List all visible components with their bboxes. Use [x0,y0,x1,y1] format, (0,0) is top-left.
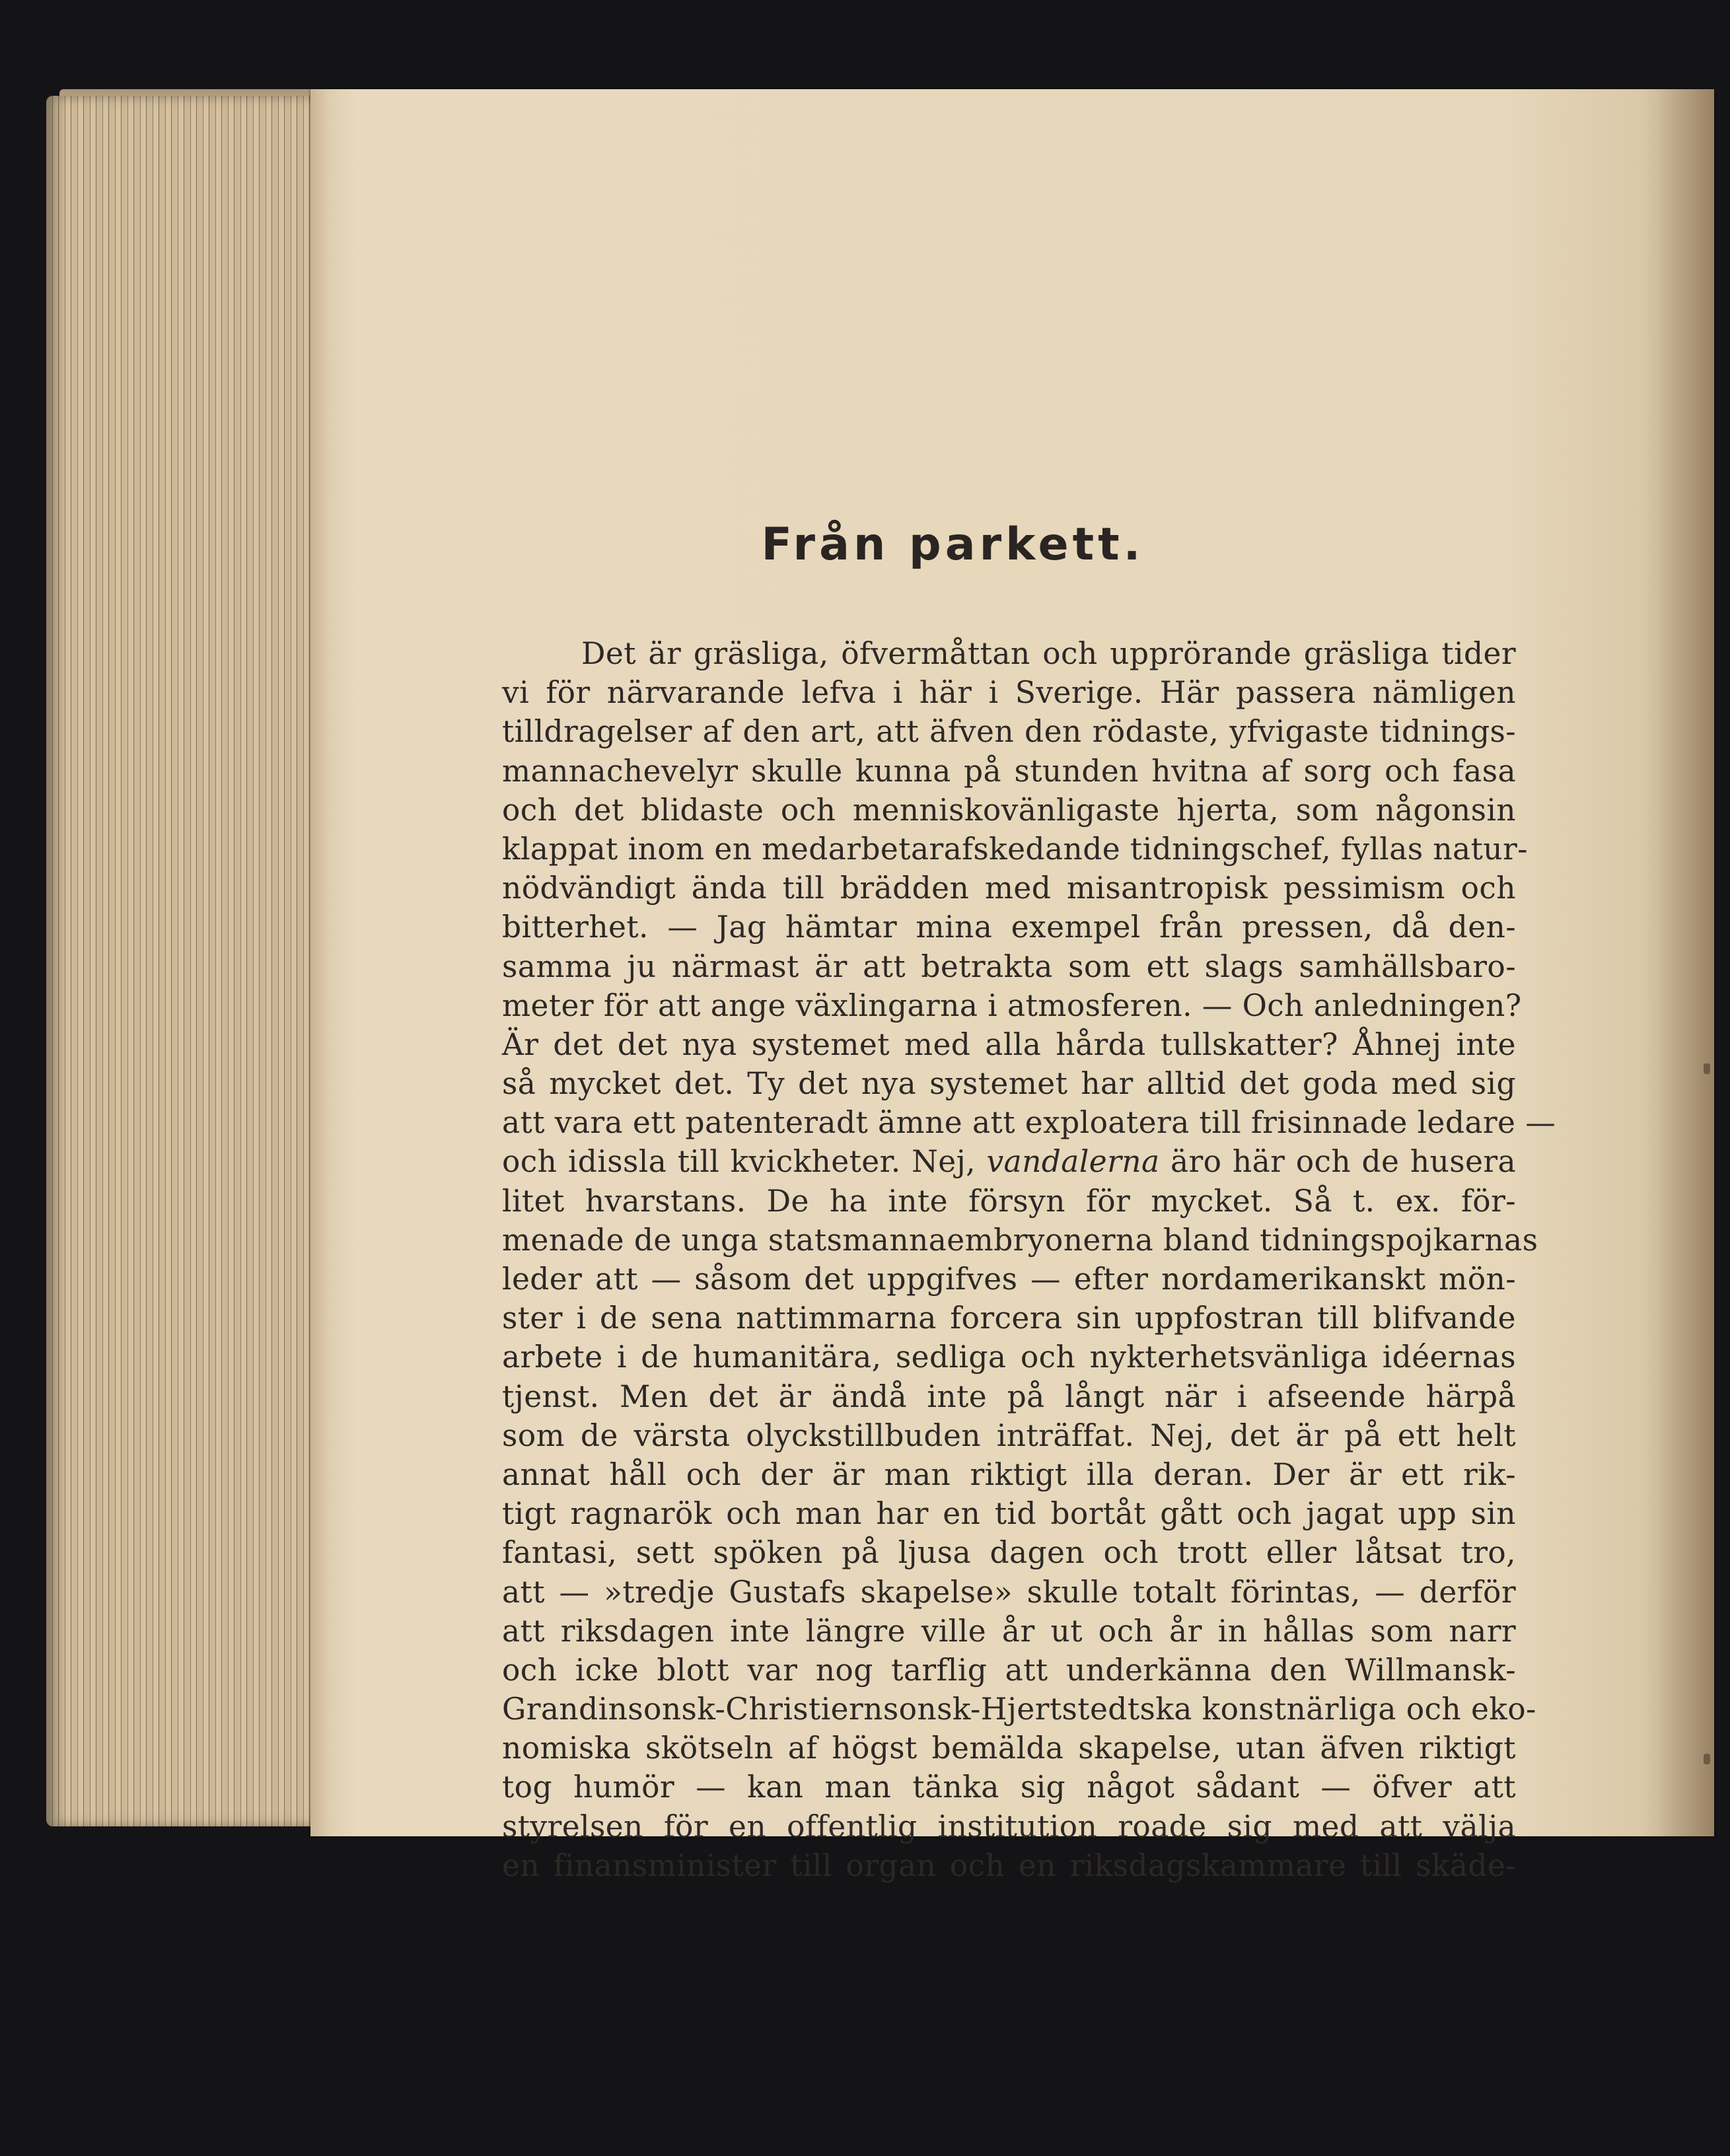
body-text [502,634,1556,1885]
text-line: som de värsta olyckstillbuden inträffat. Nej, det är på ett helt [502,1418,1516,1453]
text-line: litet hvarstans. De ha inte försyn för mycket. Så t. ex. för- [502,1183,1516,1219]
page-edge-mark [1704,1754,1710,1764]
italic-word: vandalerna [986,1144,1160,1180]
page-stack-edge [46,96,324,1826]
text-line: tjenst. Men det är ändå inte på långt när i afseende härpå [502,1379,1516,1414]
text-line: tigt ragnarök och man har en tid bortåt gått och jagat upp sin [502,1496,1516,1532]
text-line: leder att — såsom det uppgifves — efter nordamerikanskt mön- [502,1262,1516,1297]
text-line: och icke blott var nog tarflig att underkänna den Willmansk- [502,1652,1516,1688]
text-line: meter för att ange växlingarna i atmosferen. — Och anledningen? [502,988,1522,1023]
text-line: vi för närvarande lefva i här i Sverige. Här passera nämligen [502,675,1516,711]
text-line: tilldragelser af den art, att äfven den rödaste, yfvigaste tidnings- [502,714,1516,750]
text-line: klappat inom en medarbetarafskedande tidningschef, fyllas natur- [502,831,1528,867]
text-line: fantasi, sett spöken på ljusa dagen och trott eller låtsat tro, [502,1535,1516,1571]
text-line: att — »tredje Gustafs skapelse» skulle totalt förintas, — derför [502,1574,1516,1610]
text-line: att riksdagen inte längre ville år ut och år in hållas som narr [502,1613,1516,1649]
text-line: mannachevelyr skulle kunna på stunden hvitna af sorg och fasa [502,753,1516,789]
text-line: en finansminister till organ och en riksdagskammare till skäde- [502,1848,1516,1883]
gutter-shadow [1641,89,1714,1836]
text-span: och idissla till kvickheter. Nej, [502,1144,987,1180]
page-edge-mark [1704,1063,1710,1074]
text-line: nödvändigt ända till brädden med misantropisk pessimism och [502,871,1516,906]
book-page [310,89,1714,1883]
text-line: och det blidaste och menniskovänligaste hjerta, som någonsin [502,792,1516,828]
text-line: annat håll och der är man riktigt illa deran. Der är ett rik- [502,1456,1516,1492]
text-line: samma ju närmast är att betrakta som ett slags samhällsbaro- [502,949,1516,984]
text-line: Är det det nya systemet med alla hårda tullskatter? Åhnej inte [502,1026,1516,1062]
chapter-title: Från parkett. [761,519,1145,571]
text-line-with-italic [502,1142,1516,1181]
text-line: styrelsen för en offentlig institution roade sig med att välja [502,1809,1516,1844]
text-line: nomiska skötseln af högst bemälda skapelse, utan äfven riktigt [502,1731,1516,1766]
text-line: tog humör — kan man tänka sig något sådant — öfver att [502,1770,1516,1805]
text-line: Grandinsonsk-Christiernsonsk-Hjertstedtska konstnärliga och eko- [502,1692,1536,1727]
text-line: ster i de sena nattimmarna forcera sin uppfostran till blifvande [502,1301,1516,1336]
text-line: att vara ett patenteradt ämne att exploatera till frisinnade ledare — [502,1105,1556,1141]
text-line: menade de unga statsmannaembryonerna bland tidningspojkarnas [502,1222,1538,1258]
text-line: så mycket det. Ty det nya systemet har alltid det goda med sig [502,1066,1516,1102]
text-line: arbete i de humanitära, sedliga och nykterhetsvänliga idéernas [502,1340,1516,1375]
text-line: Det är gräsliga, öfvermåttan och upprörande gräsliga tider [581,636,1516,671]
text-line: bitterhet. — Jag hämtar mina exempel från pressen, då den- [502,910,1516,945]
text-span: äro här och de husera [1159,1144,1516,1180]
